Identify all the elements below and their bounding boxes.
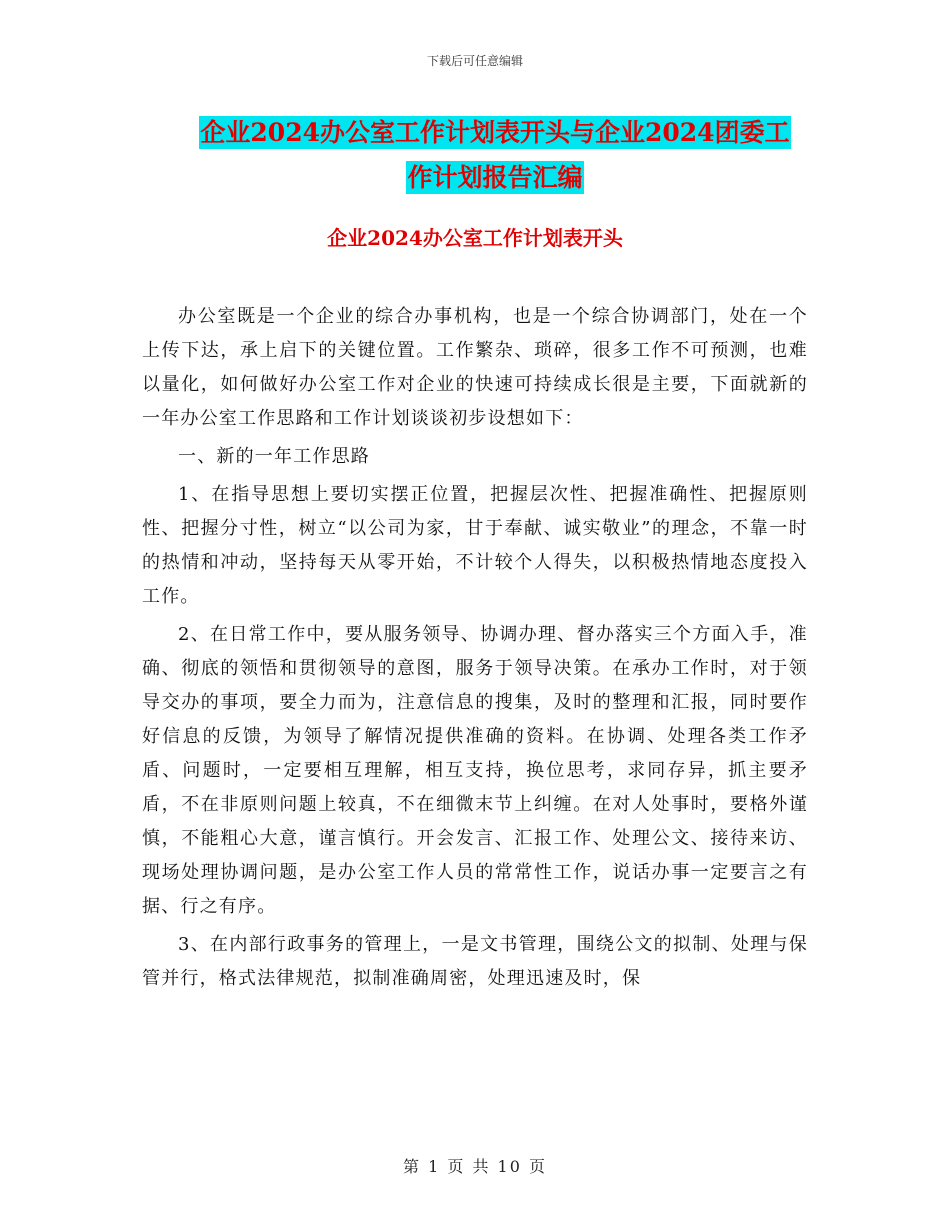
page-footer: 第 1 页 共 10 页 bbox=[403, 1157, 547, 1176]
header-note: 下载后可任意编辑 bbox=[426, 54, 523, 68]
document-title bbox=[140, 110, 850, 200]
paragraph: 办公室既是一个企业的综合办事机构，也是一个综合协调部门，处在一个上传下达，承上启下的关键位置。工作繁杂、琐碎，很多工作不可预测，也难以量化，如何做好办公室工作对企业的快速可持续成长很是主要，下面就新的一年办公室工作思路和工作计划谈谈初步设想如下： bbox=[142, 306, 808, 429]
paragraph: 3、在内部行政事务的管理上，一是文书管理，围绕公文的拟制、处理与保管并行，格式法律规范，拟制准确周密，处理迅速及时，保 bbox=[142, 934, 808, 989]
paragraph: 一、新的一年工作思路 bbox=[178, 446, 370, 467]
document-title-line-1: 企业2024办公室工作计划表开头与企业2024团委工 bbox=[200, 118, 790, 147]
paragraph: 2、在日常工作中，要从服务领导、协调办理、督办落实三个方面入手，准确、彻底的领悟和贯彻领导的意图，服务于领导决策。在承办工作时，对于领导交办的事项，要全力而为，注意信息的搜集，及时的整理和汇报，同时要作好信息的反馈，为领导了解情况提供准确的资料。在协调、处理各类工作矛盾、问题时，一定要相互理解，相互支持，换位思考，求同存异，抓主要矛盾，不在非原则问题上较真，不在细微末节上纠缠。在对人处事时，要格外谨慎，不能粗心大意，谨言慎行。开会发言、汇报工作、处理公文、接待来访、现场处理协调问题，是办公室工作人员的常常性工作，说话办事一定要言之有据、行之有序。 bbox=[142, 624, 808, 917]
paragraph: 1、在指导思想上要切实摆正位置，把握层次性、把握准确性、把握原则性、把握分寸性，树立“以公司为家，甘于奉献、诚实敬业”的理念，不靠一时的热情和冲动，坚持每天从零开始，不计较个人得失，以积极热情地态度投入工作。 bbox=[142, 484, 808, 607]
body-text bbox=[142, 300, 808, 1000]
section-title: 企业2024办公室工作计划表开头 bbox=[327, 226, 623, 250]
document-title-line-2: 作计划报告汇编 bbox=[407, 163, 583, 192]
